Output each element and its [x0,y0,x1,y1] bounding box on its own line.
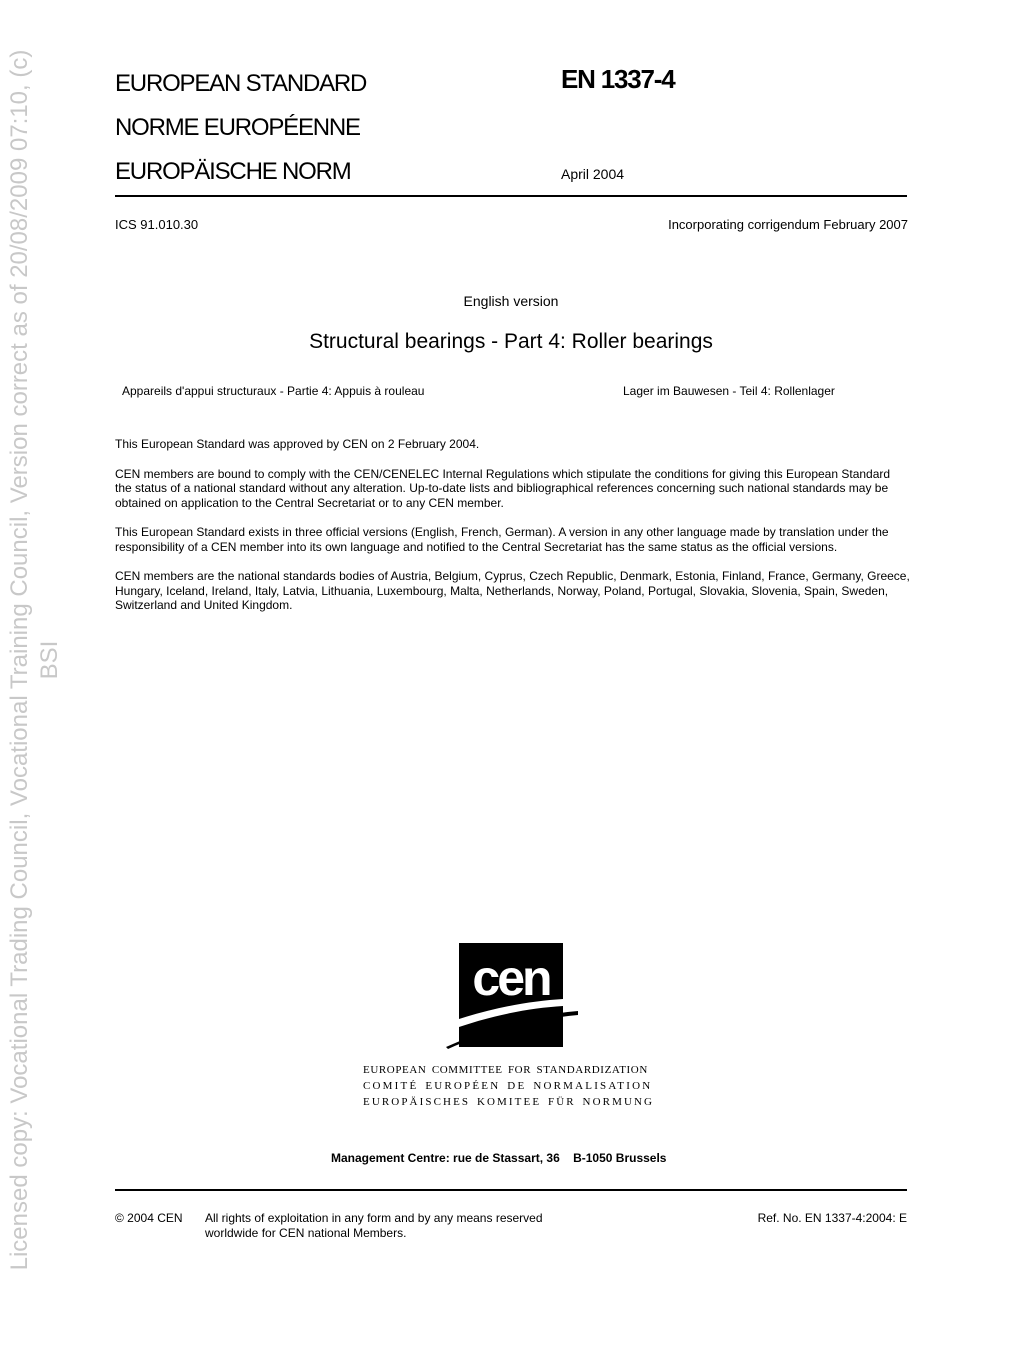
management-centre: Management Centre: rue de Stassart, 36 B-1050 Brussels [331,1151,667,1165]
title-english: EUROPEAN STANDARD [115,70,367,97]
top-divider [115,195,907,197]
ics-code: ICS 91.010.30 [115,217,199,232]
bottom-divider [115,1189,907,1191]
rights-line: worldwide for CEN national Members. [205,1226,407,1240]
cen-logo-icon [446,943,578,1051]
cen-name-english: EUROPEAN COMMITTEE FOR STANDARDIZATION [363,1064,648,1076]
cen-names [363,1062,659,1110]
watermark-text: Licensed copy: Vocational Trading Council, Vocational Training Council, Version correct as of 20/08/2009 07:10, (c) BSI [6,49,63,1271]
corrigendum-note: Incorporating corrigendum February 2007 [668,217,908,232]
publication-date: April 2004 [561,166,625,182]
version-label: English version [463,293,559,309]
cen-name-french: COMITÉ EUROPÉEN DE NORMALISATION [363,1080,653,1092]
french-title: Appareils d'appui structuraux - Partie 4: Appuis à rouleau [122,384,425,398]
copyright-notice: © 2004 CEN [115,1211,183,1225]
versions-paragraph: This European Standard exists in three official versions (English, French, German). A version in any other language made by translation under the responsibility of a CEN member into its own language and notified to the Central Secretariat has the same status as the official versions. [115,525,889,554]
cen-name-german: EUROPÄISCHES KOMITEE FÜR NORMUNG [363,1096,655,1108]
rights-line: All rights of exploitation in any form and by any means reserved [205,1211,543,1225]
body-text [115,437,910,628]
members-paragraph: CEN members are the national standards bodies of Austria, Belgium, Cyprus, Czech Republic, Denmark, Estonia, Finland, France, Germany, Greece, Hungary, Iceland, Ireland, Italy, Latvia, Lithuania, Luxembourg, Malta, Netherlands, Norway, Poland, Portugal, Slovakia, Slovenia, Spain, Sweden, Switzerland and United Kingdom. [115,569,910,612]
standard-titles [115,62,366,194]
document-title: Structural bearings - Part 4: Roller bearings [309,330,713,353]
title-german: EUROPÄISCHE NORM [115,158,351,185]
german-title: Lager im Bauwesen - Teil 4: Rollenlager [623,384,835,398]
cen-logo-text: cen [472,950,550,1006]
license-watermark [0,0,63,1345]
cen-logo [446,943,578,1051]
rights-statement [205,1211,543,1241]
standard-number: EN 1337-4 [561,64,675,94]
regulations-paragraph: CEN members are bound to comply with the CEN/CENELEC Internal Regulations which stipulate the conditions for giving this European Standard the status of a national standard without any alteration. Up-to-date lists and bibliographical references concerning such national standards may be obtained on application to the Central Secretariat or to any CEN member. [115,466,891,510]
title-french: NORME EUROPÉENNE [115,114,360,141]
approval-paragraph: This European Standard was approved by CEN on 2 February 2004. [115,437,480,451]
reference-number: Ref. No. EN 1337-4:2004: E [757,1211,907,1225]
